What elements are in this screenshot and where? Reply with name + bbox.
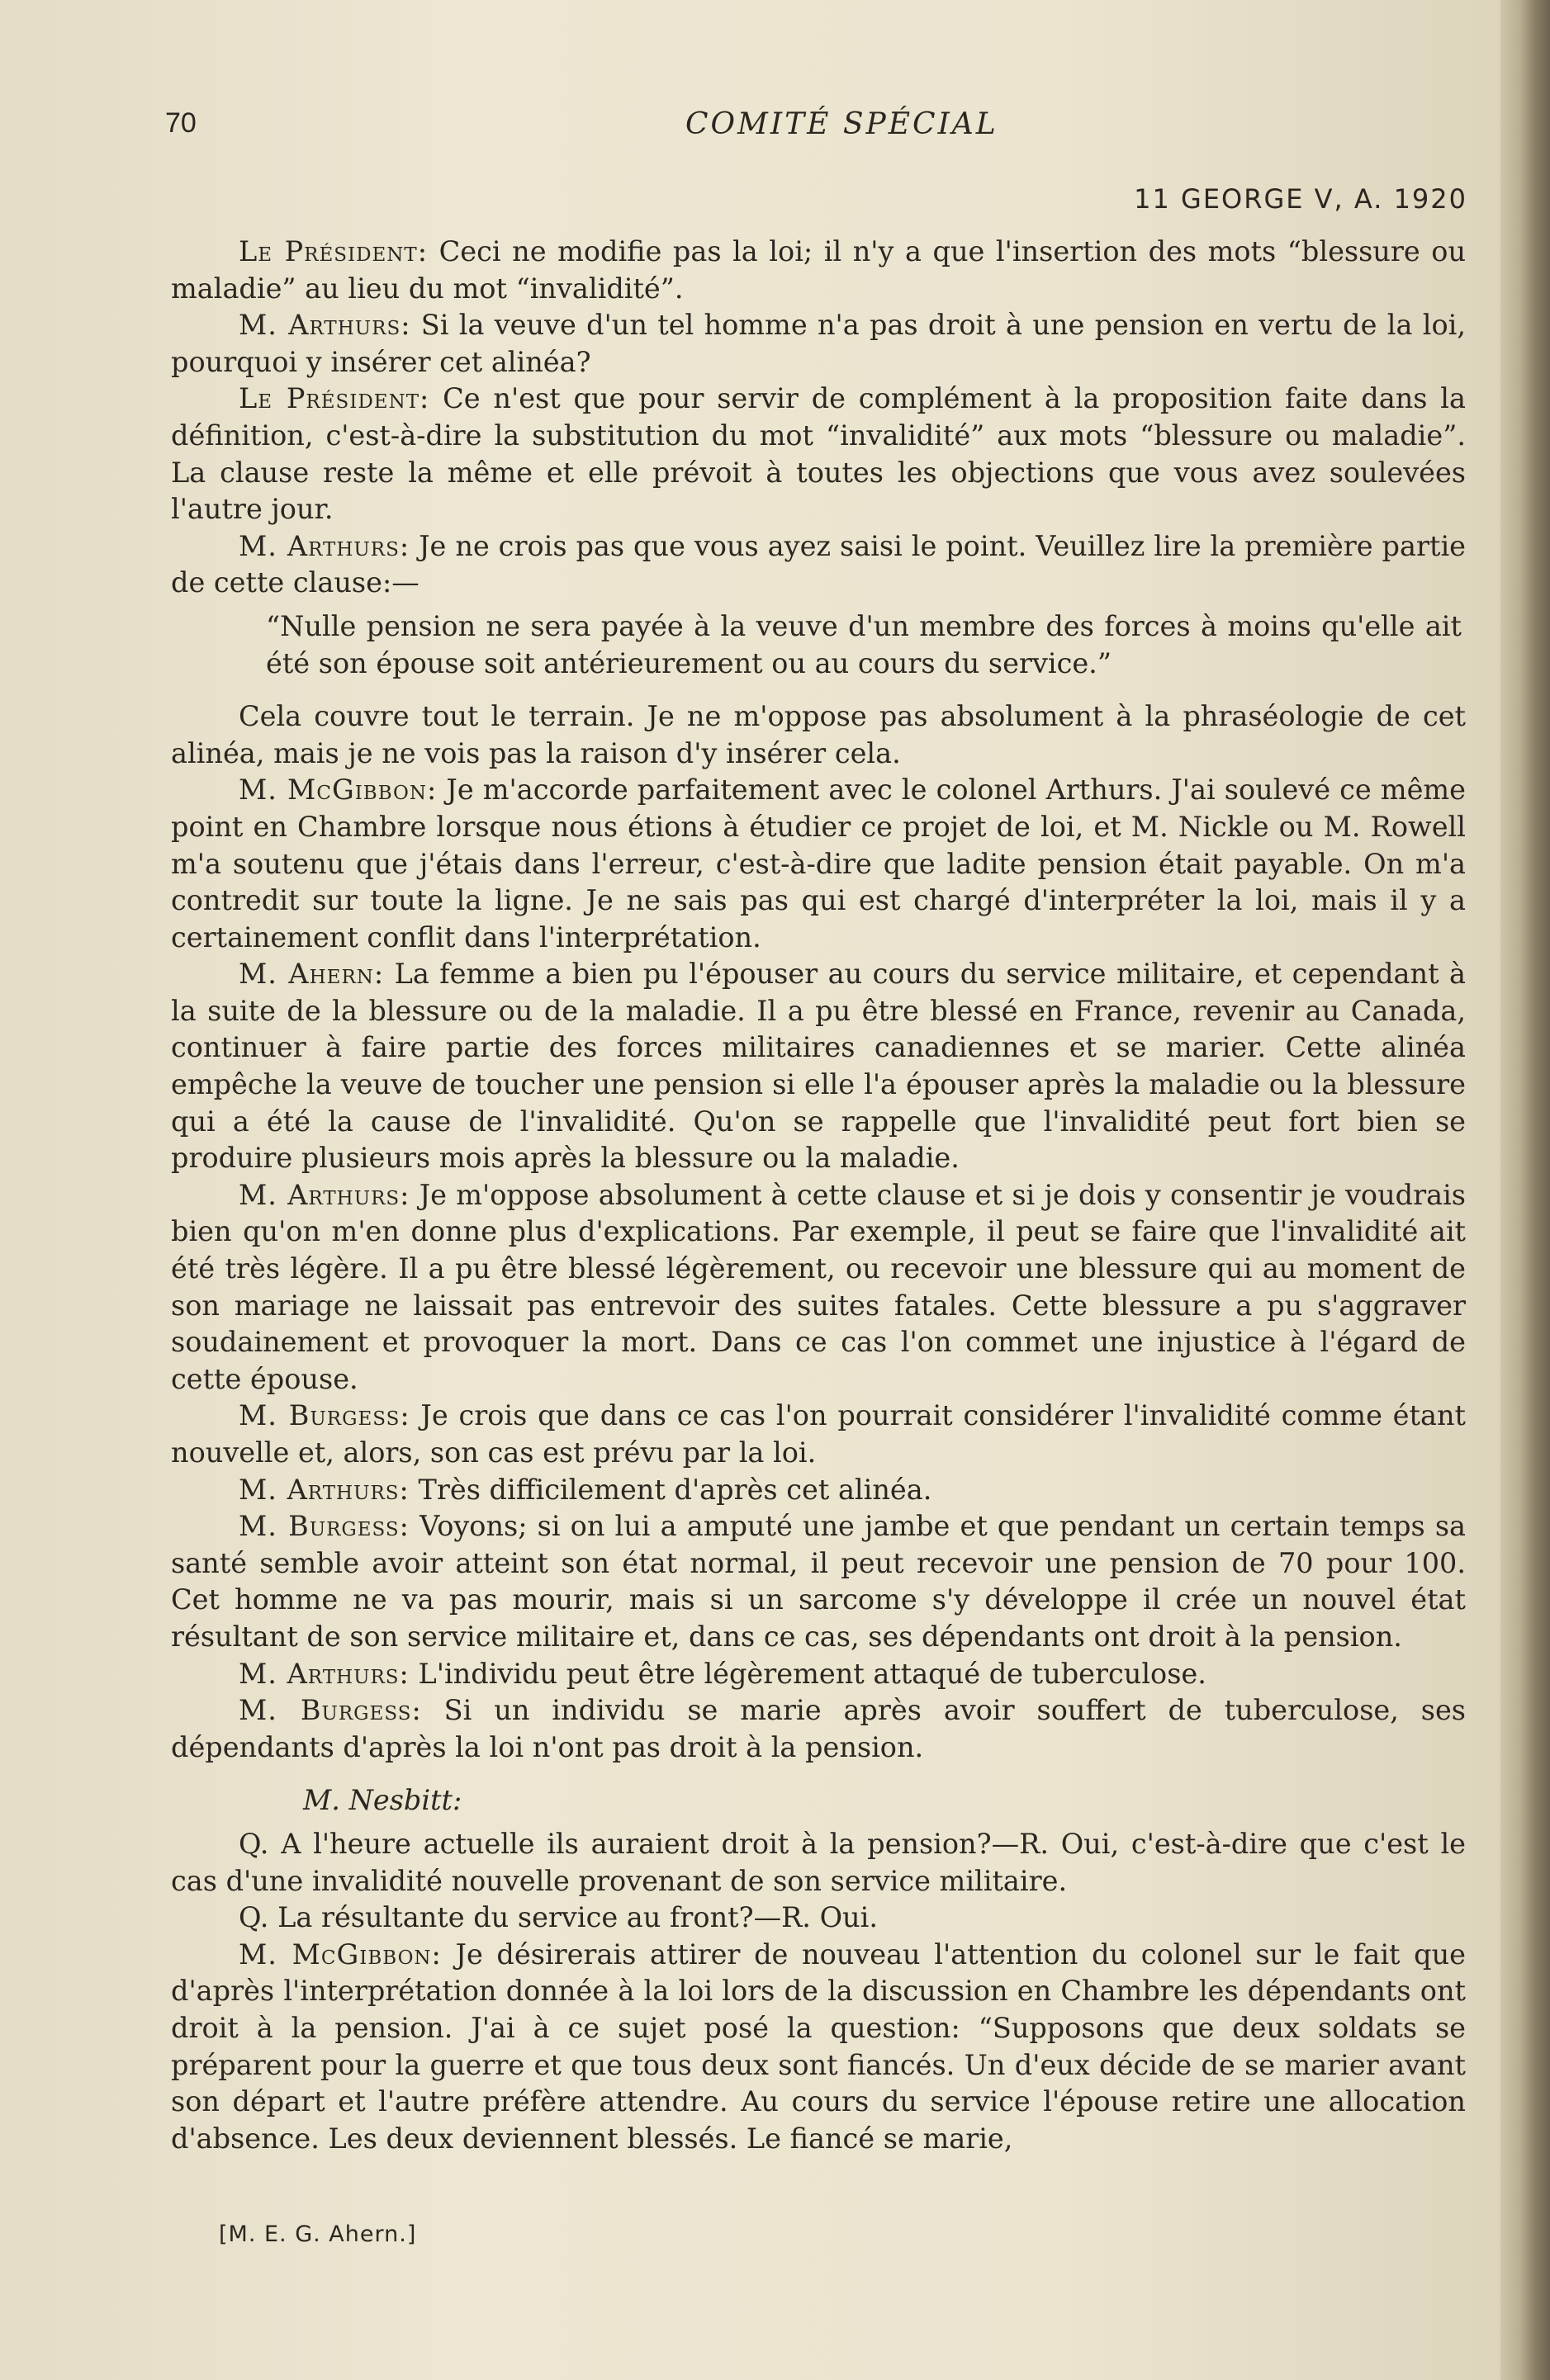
paragraph [171,1472,1466,1509]
speaker-name: M. Arthurs: [239,529,410,562]
running-head [165,107,1462,157]
speaker-name: M. Burgess: [239,1694,422,1727]
session-label: 11 GEORGE V, A. 1920 [1134,183,1467,215]
paragraph-text: Très difficilement d'après cet alinéa. [409,1473,932,1506]
paragraph [171,307,1466,381]
footer-note: [M. E. G. Ahern.] [219,2221,417,2247]
paragraph-group-2 [171,698,1466,1766]
paragraph-text: L'individu peut être légèrement attaqué de tuberculose. [409,1657,1206,1690]
paragraph-text: Voyons; si on lui a amputé une jambe et que pendant un certain temps sa santé semble avoir atteint son état normal, il peut recevoir une pension de 70 pour 100. Cet homme ne va pas mourir, mais si un sarcome s'y développe il crée un nouvel état résultant de son service militaire et, dans ce cas, ses dépendants ont droit à la pension. [171,1510,1466,1653]
document-body [171,234,1466,2157]
paragraph-text: Ce n'est que pour servir de complément à la proposition faite dans la définition, c'est-à-dire la substitution du mot “invalidité” aux mots “blessure ou maladie”. La clause reste la même et elle prévoit à toutes les objections que vous avez soulevées l'autre jour. [171,382,1466,526]
paragraph-text: Je ne crois pas que vous ayez saisi le point. Veuillez lire la première partie de cette clause:— [171,529,1466,599]
speaker-name: Le Président: [239,382,430,415]
paragraph [171,1508,1466,1655]
witness-heading: M. Nesbitt: [303,1784,462,1817]
paragraph [171,698,1466,772]
paragraph-text: Q. La résultante du service au front?—R. Oui. [239,1901,879,1934]
paragraph-text: Je désirerais attirer de nouveau l'attention du colonel sur le fait que d'après l'interprétation donnée à la loi lors de la discussion en Chambre les dépendants ont droit à la pension. J'ai à ce sujet posé la question: “Supposons que deux soldats se préparent pour la guerre et que tous deux sont fiancés. Un d'eux décide de se marier avant son départ et l'autre préfère attendre. Au cours du service l'épouse retire une allocation d'absence. Les deux deviennent blessés. Le fiancé se marie, [171,1938,1467,2155]
paragraph [171,1656,1466,1693]
paragraph [171,1692,1466,1766]
paragraph [171,1826,1466,1900]
page-title: COMITÉ SPÉCIAL [685,107,998,141]
paragraph [171,1398,1466,1471]
speaker-name: M. Arthurs: [239,1473,410,1506]
quoted-clause: “Nulle pension ne sera payée à la veuve d'un membre des forces à moins qu'elle ait été son épouse soit antérieurement ou au cours du service.” [266,609,1462,679]
page-number: 70 [165,107,197,139]
speaker-name: M. Arthurs: [239,1178,410,1211]
paragraph [171,1900,1466,1937]
book-spine-edge [1500,0,1550,2380]
paragraph-group-1 [171,234,1466,602]
speaker-name: M. Ahern: [239,958,385,991]
paragraph-text: Je crois que dans ce cas l'on pourrait considérer l'invalidité comme étant nouvelle et, alors, son cas est prévu par la loi. [171,1399,1466,1469]
paragraph-text: Q. A l'heure actuelle ils auraient droit à la pension?—R. Oui, c'est-à-dire que c'est le cas d'une invalidité nouvelle provenant de son service militaire. [171,1827,1466,1897]
paragraph [171,772,1466,956]
speaker-name: M. Arthurs: [239,309,411,342]
paragraph-text: Ceci ne modifie pas la loi; il n'y a que l'insertion des mots “blessure ou maladie” au lieu du mot “invalidité”. [171,235,1467,305]
paragraph-text: Je m'oppose absolument à cette clause et si je dois y consentir je voudrais bien qu'on m'en donne plus d'explications. Par exemple, il peut se faire que l'invalidité ait été très légère. Il a pu être blessé légèrement, ou recevoir une blessure qui au moment de son mariage ne laissait pas entrevoir des suites fatales. Cette blessure a pu s'aggraver soudainement et provoquer la mort. Dans ce cas l'on commet une injustice à l'égard de cette épouse. [171,1178,1466,1395]
paragraph [171,528,1466,602]
paragraph [171,234,1466,307]
speaker-name: M. Arthurs: [239,1657,410,1690]
speaker-name: M. Burgess: [239,1510,410,1543]
paragraph-text: Si la veuve d'un tel homme n'a pas droit à une pension en vertu de la loi, pourquoi y insérer cet alinéa? [171,309,1466,378]
paragraph-text: Cela couvre tout le terrain. Je ne m'oppose pas absolument à la phraséologie de cet alinéa, mais je ne vois pas la raison d'y insérer cela. [171,700,1466,769]
speaker-name: M. McGibbon: [239,774,438,807]
speaker-name: Le Président: [239,235,429,267]
paragraph [171,956,1466,1177]
speaker-name: M. McGibbon: [239,1938,442,1971]
speaker-name: M. Burgess: [239,1399,410,1432]
paragraph-text: Si un individu se marie après avoir souffert de tuberculose, ses dépendants d'après la loi n'ont pas droit à la pension. [171,1694,1466,1763]
paragraph-group-3 [171,1826,1466,2157]
paragraph-text: Je m'accorde parfaitement avec le colonel Arthurs. J'ai soulevé ce même point en Chambre lorsque nous étions à étudier ce projet de loi, et M. Nickle ou M. Rowell m'a soutenu que j'étais dans l'erreur, c'est-à-dire que ladite pension était payable. On m'a contredit sur toute la ligne. Je ne sais pas qui est chargé d'interpréter la loi, mais il y a certainement conflit dans l'interprétation. [171,774,1467,953]
paragraph [171,1177,1466,1398]
paragraph-text: La femme a bien pu l'épouser au cours du service militaire, et cependant à la suite de la blessure ou de la maladie. Il a pu être blessé en France, revenir au Canada, continuer à faire partie des forces militaires canadiennes et se marier. Cette alinéa empêche la veuve de toucher une pension si elle l'a épouser après la maladie ou la blessure qui a été la cause de l'invalidité. Qu'on se rappelle que l'invalidité peut fort bien se produire plusieurs mois après la blessure ou la maladie. [171,958,1466,1175]
paragraph [171,381,1466,528]
paragraph [171,1937,1466,2158]
